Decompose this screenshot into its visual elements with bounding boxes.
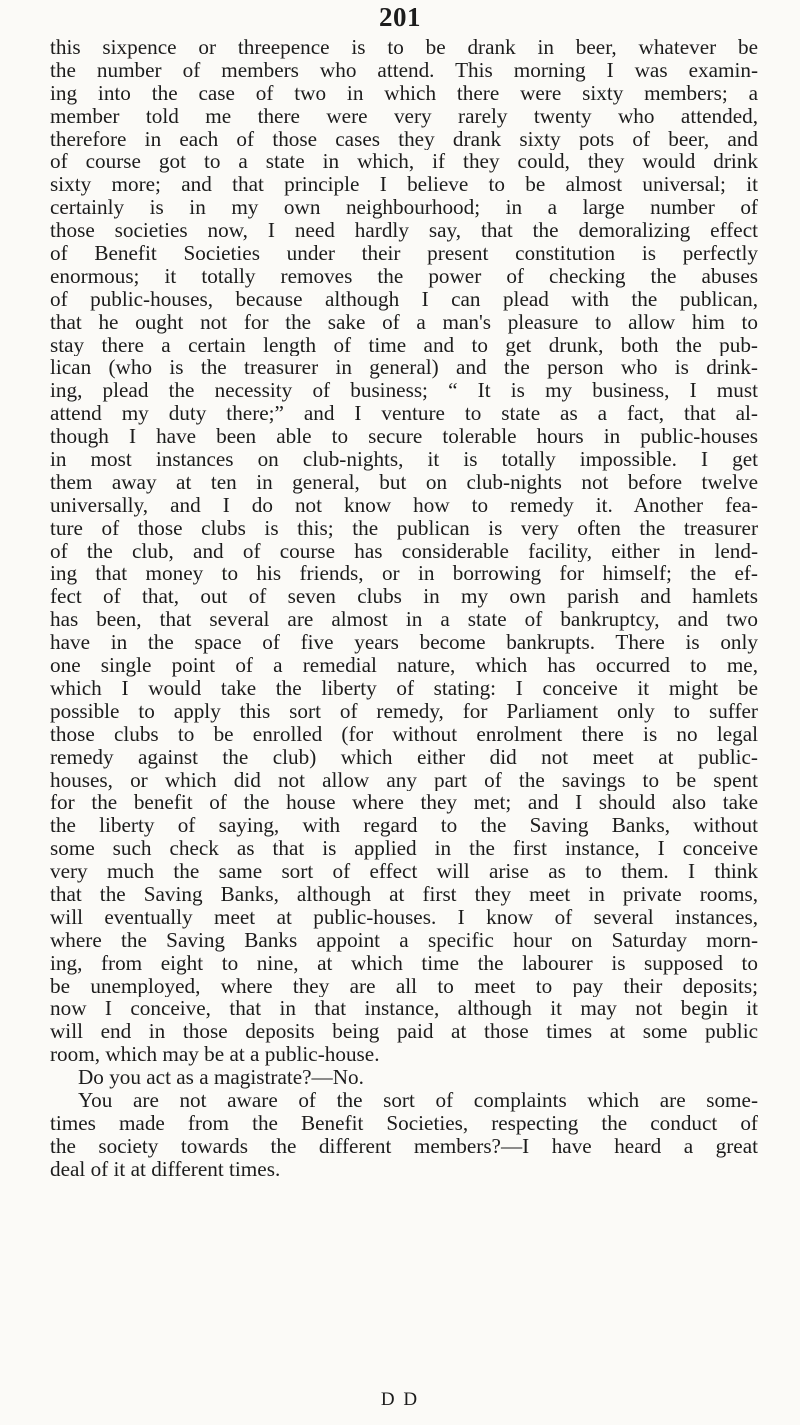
- text-line: those clubs to be enrolled (for without enrolment there is no legal: [50, 722, 758, 746]
- text-line: some such check as that is applied in the first instance, I conceive: [50, 837, 758, 861]
- text-line: enormous; it totally removes the power of checking the abuses: [50, 264, 758, 288]
- text-line: member told me there were very rarely twenty who attended,: [50, 104, 758, 128]
- text-line: that the Saving Banks, although at first they meet in private rooms,: [50, 882, 758, 906]
- text-line: ing, from eight to nine, at which time the labourer is supposed to: [50, 951, 758, 975]
- question-line: You are not aware of the sort of complaints which are some-: [78, 1088, 758, 1112]
- text-line: those societies now, I need hardly say, that the demoralizing effect: [50, 219, 758, 243]
- text-line: sixty more; and that principle I believe to be almost universal; it: [50, 173, 758, 197]
- text-line: of course got to a state in which, if they could, they would drink: [50, 150, 758, 174]
- text-line: in most instances on club-nights, it is totally impossible. I get: [50, 448, 758, 471]
- text-line: therefore in each of those cases they drank sixty pots of beer, and: [50, 127, 758, 151]
- text-line: the society towards the different members?—I have heard a great: [50, 1134, 758, 1158]
- text-line: attend my duty there;” and I venture to state as a fact, that al-: [50, 402, 758, 426]
- text-line: ing, plead the necessity of business; “ It is my business, I must: [50, 379, 758, 403]
- text-line: be unemployed, where they are all to meet to pay their deposits;: [50, 974, 758, 998]
- text-line: of the club, and of course has considerable facility, either in lend-: [50, 539, 758, 563]
- text-line: ing that money to his friends, or in borrowing for himself; the ef-: [50, 562, 758, 586]
- question-line: Do you act as a magistrate?—No.: [78, 1066, 364, 1089]
- text-line: of public-houses, because although I can plead with the publican,: [50, 287, 758, 311]
- text-line: will end in those deposits being paid at those times at some public: [50, 1020, 758, 1044]
- text-line: will eventually meet at public-houses. I know of several instances,: [50, 905, 758, 929]
- text-line: ture of those clubs is this; the publican is very often the treasurer: [50, 516, 758, 540]
- text-line: certainly is in my own neighbourhood; in a large number of: [50, 196, 758, 220]
- page-number: 201: [379, 2, 421, 32]
- text-line: possible to apply this sort of remedy, for Parliament only to suffer: [50, 699, 758, 723]
- text-line: has been, that several are almost in a state of bankruptcy, and two: [50, 608, 758, 632]
- text-line: of Benefit Societies under their present constitution is perfectly: [50, 242, 758, 265]
- text-line: the liberty of saying, with regard to the Saving Banks, without: [50, 814, 758, 838]
- text-line: have in the space of five years become bankrupts. There is only: [50, 631, 758, 655]
- text-line: one single point of a remedial nature, which has occurred to me,: [50, 654, 758, 677]
- text-line: remedy against the club) which either did not meet at public-: [50, 745, 758, 769]
- text-line: the number of members who attend. This morning I was examin-: [50, 58, 758, 82]
- text-line: this sixpence or threepence is to be drank in beer, whatever be: [50, 36, 758, 59]
- text-line: though I have been able to secure tolerable hours in public-houses: [50, 425, 758, 449]
- text-line: room, which may be at a public-house.: [50, 1043, 380, 1067]
- text-line: stay there a certain length of time and to get drunk, both the pub-: [50, 333, 758, 357]
- text-line: for the benefit of the house where they met; and I should also take: [50, 791, 758, 815]
- text-line: lican (who is the treasurer in general) and the person who is drink-: [50, 356, 758, 380]
- text-line: which I would take the liberty of stating: I conceive it might be: [50, 676, 758, 700]
- text-line: very much the same sort of effect will arise as to them. I think: [50, 860, 758, 883]
- text-line: ing into the case of two in which there were sixty members; a: [50, 81, 758, 105]
- text-line: now I conceive, that in that instance, although it may not begin it: [50, 997, 758, 1021]
- text-line: where the Saving Banks appoint a specific hour on Saturday morn-: [50, 928, 758, 952]
- text-line: them away at ten in general, but on club-nights not before twelve: [50, 470, 758, 494]
- text-line: times made from the Benefit Societies, respecting the conduct of: [50, 1111, 758, 1135]
- body-text: [50, 36, 758, 1181]
- text-line: houses, or which did not allow any part of the savings to be spent: [50, 768, 758, 792]
- text-line: fect of that, out of seven clubs in my own parish and hamlets: [50, 585, 758, 609]
- text-line: deal of it at different times.: [50, 1157, 281, 1181]
- signature-mark: D D: [380, 1389, 420, 1410]
- text-line: universally, and I do not know how to remedy it. Another fea-: [50, 493, 758, 517]
- text-line: that he ought not for the sake of a man's pleasure to allow him to: [50, 310, 758, 334]
